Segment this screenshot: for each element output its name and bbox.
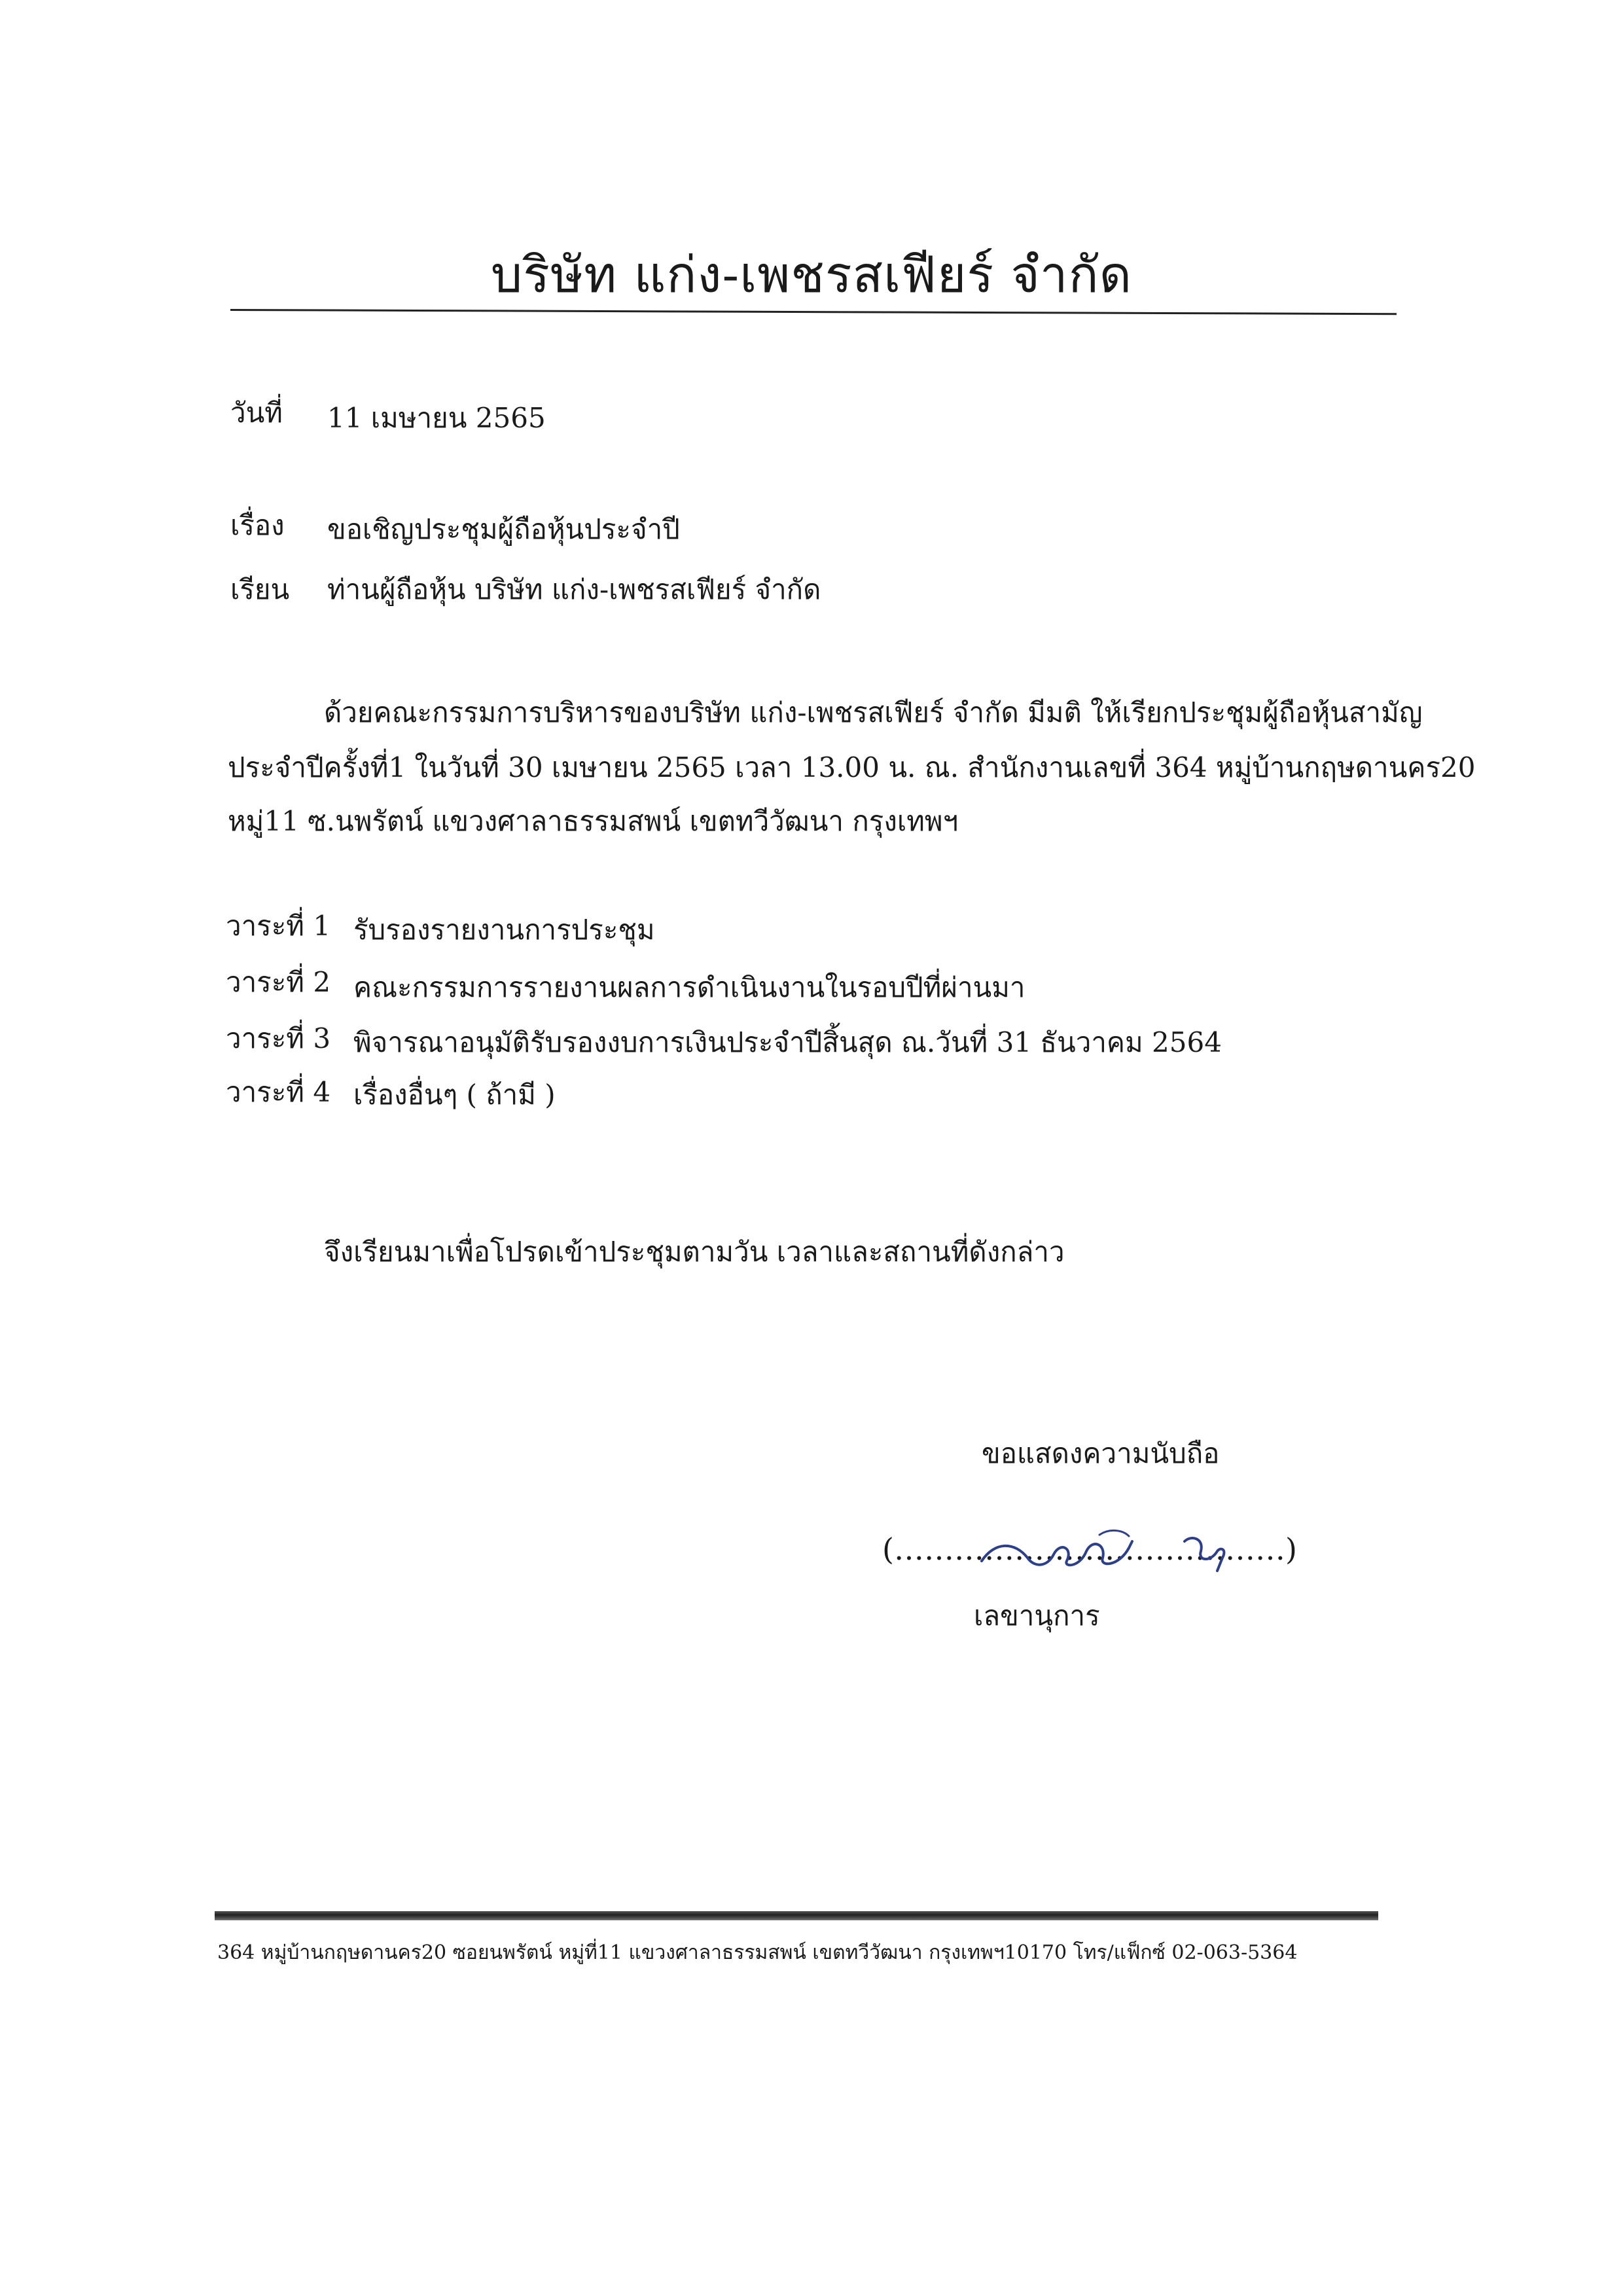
- signature-mark: [969, 1522, 1296, 1587]
- date-value: 11 เมษายน 2565: [327, 402, 546, 434]
- subject-label: เรื่อง: [230, 509, 285, 541]
- agenda-label-4: วาระที่ 4: [226, 1076, 331, 1108]
- body-line-2: ประจำปีครั้งที่1 ในวันที่ 30 เมษายน 2565 เวลา 13.00 น. ณ. สำนักงานเลขที่ 364 หมู่บ้านกฤษดานคร20: [228, 751, 1476, 783]
- company-title: บริษัท แก่ง-เพชรสเฟียร์ จำกัด: [491, 245, 1132, 304]
- agenda-label-2: วาระที่ 2: [226, 966, 331, 998]
- agenda-item-3: พิจารณาอนุมัติรับรองงบการเงินประจำปีสิ้นสุด ณ.วันที่ 31 ธันวาคม 2564: [353, 1026, 1222, 1058]
- closing-sentence: จึงเรียนมาเพื่อโปรดเข้าประชุมตามวัน เวลาและสถานที่ดังกล่าว: [324, 1236, 1065, 1268]
- footer-address: 364 หมู่บ้านกฤษดานคร20 ซอยนพรัตน์ หมู่ที่11 แขวงศาลาธรรมสพน์ เขตทวีวัฒนา กรุงเทพฯ10170 โทร/แฟ็กซ์ 02-063-5364: [217, 1941, 1298, 1964]
- agenda-item-4: เรื่องอื่นๆ ( ถ้ามี ): [353, 1079, 556, 1111]
- body-line-3: หมู่11 ซ.นพรัตน์ แขวงศาลาธรรมสพน์ เขตทวีวัฒนา กรุงเทพฯ: [228, 805, 959, 837]
- date-label: วันที่: [230, 397, 283, 429]
- footer-divider: [215, 1911, 1378, 1920]
- subject-value: ขอเชิญประชุมผู้ถือหุ้นประจำปี: [327, 513, 680, 545]
- agenda-item-2: คณะกรรมการรายงานผลการดำเนินงานในรอบปีที่ผ่านมา: [353, 971, 1026, 1003]
- signer-title: เลขานุการ: [974, 1600, 1100, 1632]
- agenda-item-1: รับรองรายงานการประชุม: [353, 914, 655, 946]
- agenda-label-1: วาระที่ 1: [226, 910, 331, 942]
- regards-line: ขอแสดงความนับถือ: [982, 1437, 1220, 1469]
- recipient-label: เรียน: [230, 573, 290, 605]
- signature-line: (…………………………………): [882, 1532, 1297, 1567]
- agenda-label-3: วาระที่ 3: [226, 1022, 331, 1054]
- recipient-value: ท่านผู้ถือหุ้น บริษัท แก่ง-เพชรสเฟียร์ จำกัด: [327, 573, 821, 605]
- body-line-1: ด้วยคณะกรรมการบริหารของบริษัท แก่ง-เพชรสเฟียร์ จำกัด มีมติ ให้เรียกประชุมผู้ถือหุ้นสามัญ: [324, 696, 1423, 728]
